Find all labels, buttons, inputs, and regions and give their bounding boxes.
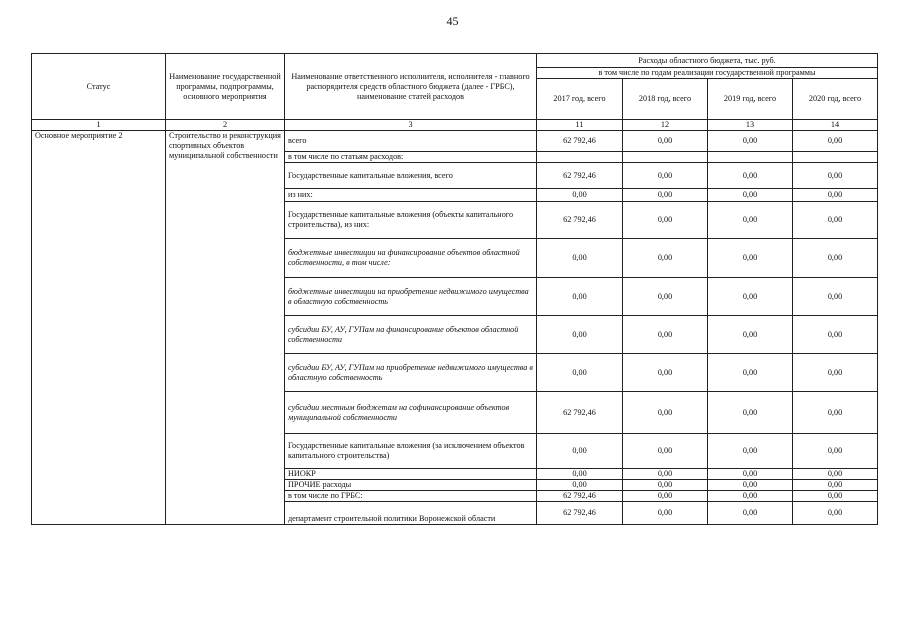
value-2020: 0,00 — [793, 491, 878, 502]
value-2018: 0,00 — [623, 502, 708, 525]
value-2020: 0,00 — [793, 202, 878, 239]
value-2017: 0,00 — [537, 469, 623, 480]
value-2019: 0,00 — [708, 480, 793, 491]
row-label: субсидии местным бюджетам на софинансирование объектов муниципальной собственности — [285, 392, 537, 434]
value-2018: 0,00 — [623, 202, 708, 239]
header-year-2020: 2020 год, всего — [793, 79, 878, 120]
value-2017: 62 792,46 — [537, 202, 623, 239]
value-2020: 0,00 — [793, 131, 878, 152]
header-year-2017: 2017 год, всего — [537, 79, 623, 120]
row-label: Государственные капитальные вложения, всего — [285, 163, 537, 189]
row-label: бюджетные инвестиции на финансирование объектов областной собственности, в том числе: — [285, 239, 537, 278]
header-expenses-group: Расходы областного бюджета, тыс. руб. — [537, 54, 878, 68]
status-cell: Основное мероприятие 2 — [32, 131, 166, 525]
row-label: НИОКР — [285, 469, 537, 480]
value-2019: 0,00 — [708, 502, 793, 525]
value-2018: 0,00 — [623, 163, 708, 189]
col-number: 12 — [623, 120, 708, 131]
header-program-name: Наименование государственной программы, подпрограммы, основного мероприятия — [166, 54, 285, 120]
value-2017: 0,00 — [537, 189, 623, 202]
header-status: Статус — [32, 54, 166, 120]
row-label: Государственные капитальные вложения (за исключением объектов капитального строительства) — [285, 434, 537, 469]
header-year-2019: 2019 год, всего — [708, 79, 793, 120]
value-2020: 0,00 — [793, 392, 878, 434]
value-2017: 0,00 — [537, 239, 623, 278]
value-2019: 0,00 — [708, 354, 793, 392]
header-year-2018: 2018 год, всего — [623, 79, 708, 120]
value-2020: 0,00 — [793, 354, 878, 392]
value-2020: 0,00 — [793, 434, 878, 469]
header-executor: Наименование ответственного исполнителя, исполнителя - главного распорядителя средств областного бюджета (далее - ГРБС), наименование статей расходов — [285, 54, 537, 120]
row-label: субсидии БУ, АУ, ГУПам на финансирование объектов областной собственности — [285, 316, 537, 354]
value-2017: 62 792,46 — [537, 392, 623, 434]
value-2017: 62 792,46 — [537, 163, 623, 189]
col-number: 11 — [537, 120, 623, 131]
value-2017: 62 792,46 — [537, 491, 623, 502]
value-2018: 0,00 — [623, 392, 708, 434]
value-2018: 0,00 — [623, 491, 708, 502]
column-numbers-row — [32, 120, 878, 131]
value-2020: 0,00 — [793, 502, 878, 525]
value-2018: 0,00 — [623, 131, 708, 152]
value-2018 — [623, 152, 708, 163]
value-2017: 0,00 — [537, 434, 623, 469]
value-2020: 0,00 — [793, 469, 878, 480]
value-2020: 0,00 — [793, 316, 878, 354]
value-2018: 0,00 — [623, 354, 708, 392]
row-label: департамент строительной политики Воронежской области — [285, 502, 537, 525]
value-2018: 0,00 — [623, 239, 708, 278]
budget-table — [31, 53, 878, 525]
col-number: 3 — [285, 120, 537, 131]
value-2018: 0,00 — [623, 278, 708, 316]
value-2019 — [708, 152, 793, 163]
value-2020: 0,00 — [793, 163, 878, 189]
value-2018: 0,00 — [623, 469, 708, 480]
value-2019: 0,00 — [708, 202, 793, 239]
value-2020 — [793, 152, 878, 163]
header-by-years: в том числе по годам реализации государственной программы — [537, 68, 878, 79]
value-2017: 0,00 — [537, 354, 623, 392]
value-2018: 0,00 — [623, 189, 708, 202]
col-number: 1 — [32, 120, 166, 131]
col-number: 2 — [166, 120, 285, 131]
value-2019: 0,00 — [708, 239, 793, 278]
row-label: всего — [285, 131, 537, 152]
value-2018: 0,00 — [623, 434, 708, 469]
value-2019: 0,00 — [708, 163, 793, 189]
value-2017: 0,00 — [537, 480, 623, 491]
value-2019: 0,00 — [708, 316, 793, 354]
value-2020: 0,00 — [793, 480, 878, 491]
value-2019: 0,00 — [708, 392, 793, 434]
row-label: бюджетные инвестиции на приобретение недвижимого имущества в областную собственность — [285, 278, 537, 316]
row-label: в том числе по ГРБС: — [285, 491, 537, 502]
value-2019: 0,00 — [708, 131, 793, 152]
col-number: 13 — [708, 120, 793, 131]
value-2019: 0,00 — [708, 469, 793, 480]
value-2017 — [537, 152, 623, 163]
value-2018: 0,00 — [623, 480, 708, 491]
row-label: ПРОЧИЕ расходы — [285, 480, 537, 491]
row-label: Государственные капитальные вложения (объекты капитального строительства), из них: — [285, 202, 537, 239]
col-number: 14 — [793, 120, 878, 131]
value-2019: 0,00 — [708, 434, 793, 469]
value-2019: 0,00 — [708, 278, 793, 316]
value-2017: 0,00 — [537, 278, 623, 316]
value-2019: 0,00 — [708, 189, 793, 202]
value-2018: 0,00 — [623, 316, 708, 354]
row-label: в том числе по статьям расходов: — [285, 152, 537, 163]
value-2020: 0,00 — [793, 278, 878, 316]
event-name-cell: Строительство и реконструкция спортивных объектов муниципальной собственности — [166, 131, 285, 525]
row-label: субсидии БУ, АУ, ГУПам на приобретение недвижимого имущества в областную собственность — [285, 354, 537, 392]
table-row — [32, 131, 878, 152]
value-2017: 62 792,46 — [537, 502, 623, 525]
value-2017: 0,00 — [537, 316, 623, 354]
value-2020: 0,00 — [793, 189, 878, 202]
value-2017: 62 792,46 — [537, 131, 623, 152]
row-label: из них: — [285, 189, 537, 202]
value-2019: 0,00 — [708, 491, 793, 502]
value-2020: 0,00 — [793, 239, 878, 278]
page-number: 45 — [446, 14, 459, 28]
